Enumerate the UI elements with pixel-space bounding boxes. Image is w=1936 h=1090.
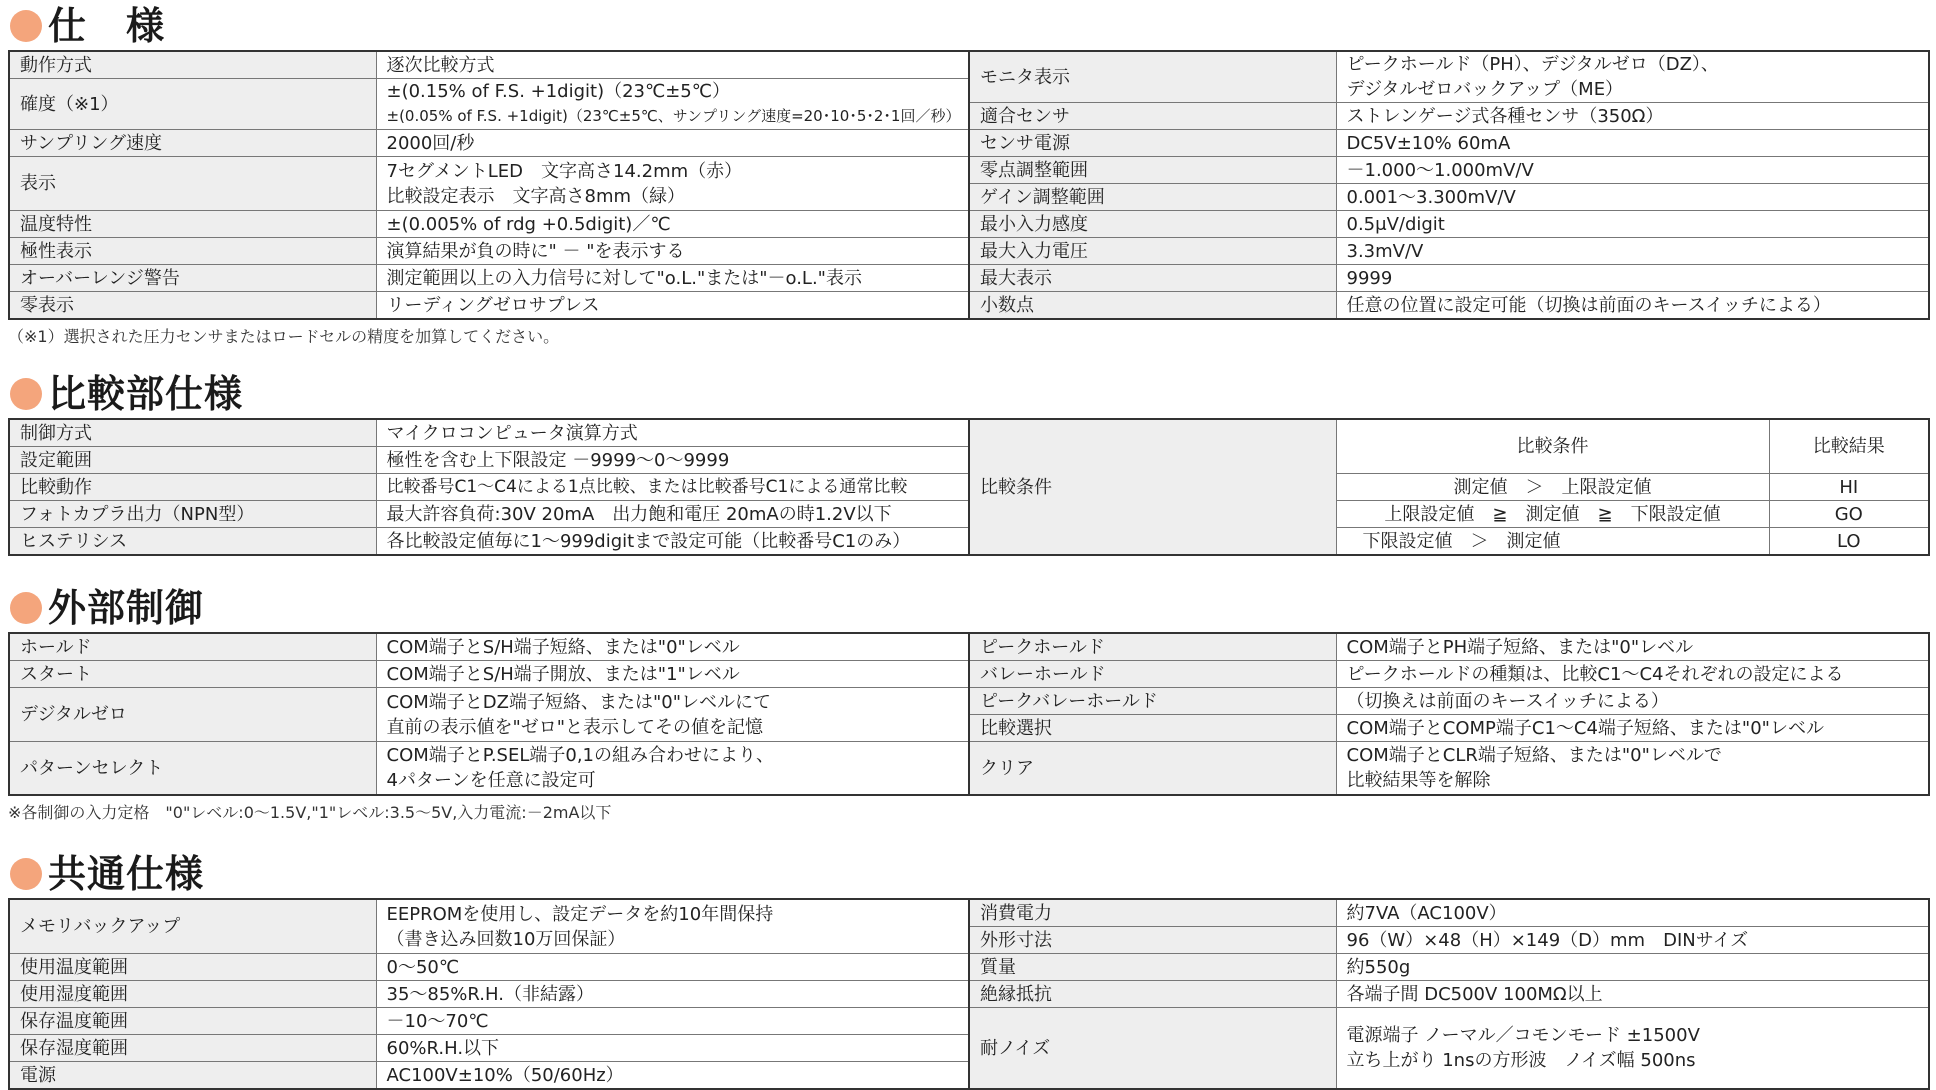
spec-value: COM端子とP.SEL端子0,1の組み合わせにより、 4パターンを任意に設定可 — [376, 742, 969, 796]
table-row — [9, 954, 1929, 981]
spec-label: 小数点 — [969, 292, 1336, 320]
spec-value: 9999 — [1336, 265, 1929, 292]
spec-value: 35～85%R.H.（非結露） — [376, 981, 969, 1008]
spec-label: 保存湿度範囲 — [9, 1035, 376, 1062]
spec-label: 温度特性 — [9, 211, 376, 238]
spec-value: マイクロコンピュータ演算方式 — [376, 419, 969, 447]
spec-label: デジタルゼロ — [9, 688, 376, 742]
section-heading — [8, 370, 1928, 418]
condition-cell: 下限設定値 ＞ 測定値 — [1336, 528, 1769, 556]
spec-value: リーディングゼロサプレス — [376, 292, 969, 320]
spec-value: －1.000～1.000mV/V — [1336, 157, 1929, 184]
spec-label: モニタ表示 — [969, 51, 1336, 103]
spec-value: 最大許容負荷:30V 20mA 出力飽和電圧 20mAの時1.2V以下 — [376, 501, 969, 528]
section-title: 外部制御 — [48, 586, 205, 630]
condition-header: 比較条件 — [1336, 419, 1769, 474]
spec-label: 使用湿度範囲 — [9, 981, 376, 1008]
spec-value: DC5V±10% 60mA — [1336, 130, 1929, 157]
condition-cell: 上限設定値 ≧ 測定値 ≧ 下限設定値 — [1336, 501, 1769, 528]
table-row — [9, 419, 1929, 447]
bullet-dot-icon — [10, 858, 42, 890]
section-title: 仕 様 — [48, 4, 166, 48]
spec-label: バレーホールド — [969, 661, 1336, 688]
spec-label: サンプリング速度 — [9, 130, 376, 157]
section-title: 共通仕様 — [48, 852, 205, 896]
spec-label: 外形寸法 — [969, 927, 1336, 954]
spec-value: 比較番号C1～C4による1点比較、または比較番号C1による通常比較 — [376, 474, 969, 501]
result-header: 比較結果 — [1769, 419, 1929, 474]
section-common — [8, 850, 1928, 1090]
spec-label: 保存温度範囲 — [9, 1008, 376, 1035]
external-table — [8, 632, 1930, 796]
table-row — [9, 238, 1929, 265]
spec-value: COM端子とS/H端子開放、または"1"レベル — [376, 661, 969, 688]
spec-label: 極性表示 — [9, 238, 376, 265]
spec-value: 各比較設定値毎に1～999digitまで設定可能（比較番号C1のみ） — [376, 528, 969, 556]
spec-value: 演算結果が負の時に" － "を表示する — [376, 238, 969, 265]
spec-value: ±(0.005% of rdg +0.5digit)／℃ — [376, 211, 969, 238]
compare-table — [8, 418, 1930, 556]
spec-value: 約550g — [1336, 954, 1929, 981]
table-row — [9, 130, 1929, 157]
spec-value: 60%R.H.以下 — [376, 1035, 969, 1062]
spec-label: 絶縁抵抗 — [969, 981, 1336, 1008]
spec-label: クリア — [969, 742, 1336, 796]
spec-label: 消費電力 — [969, 899, 1336, 927]
table-row — [9, 157, 1929, 184]
bullet-dot-icon — [10, 592, 42, 624]
spec-value: 7セグメントLED 文字高さ14.2mm（赤） 比較設定表示 文字高さ8mm（緑） — [376, 157, 969, 211]
spec-value: －10～70℃ — [376, 1008, 969, 1035]
footnote: ※各制御の入力定格 "0"レベル:0～1.5V,"1"レベル:3.5～5V,入力電流:－2mA以下 — [8, 803, 612, 822]
spec-label: スタート — [9, 661, 376, 688]
spec-value: 逐次比較方式 — [376, 51, 969, 79]
spec-value: COM端子とPH端子短絡、または"0"レベル — [1336, 633, 1929, 661]
spec-label: 表示 — [9, 157, 376, 211]
table-row — [9, 211, 1929, 238]
spec-value: ピークホールド（PH）、デジタルゼロ（DZ）、 デジタルゼロバックアップ（ME） — [1336, 51, 1929, 103]
spec-value: COM端子とS/H端子短絡、または"0"レベル — [376, 633, 969, 661]
spec-value: AC100V±10%（50/60Hz） — [376, 1062, 969, 1090]
spec-value: 測定範囲以上の入力信号に対して"o.L."または"－o.L."表示 — [376, 265, 969, 292]
section-heading — [8, 2, 1928, 50]
section-heading — [8, 850, 1928, 898]
spec-label: ピークホールド — [969, 633, 1336, 661]
spec-value: ±(0.15% of F.S. +1digit)（23℃±5℃） ±(0.05% of F.S. +1digit)（23℃±5℃、サンプリング速度=20･10･5･2･1回／秒） — [376, 79, 969, 130]
table-row — [9, 265, 1929, 292]
spec-value: 3.3mV/V — [1336, 238, 1929, 265]
spec-value: ピークホールドの種類は、比較C1～C4それぞれの設定による — [1336, 661, 1929, 688]
spec-value: （切換えは前面のキースイッチによる） — [1336, 688, 1929, 715]
spec-label: メモリバックアップ — [9, 899, 376, 954]
spec-label: 最大入力電圧 — [969, 238, 1336, 265]
spec-label: 零表示 — [9, 292, 376, 320]
spec-label: 使用温度範囲 — [9, 954, 376, 981]
spec-value: 0～50℃ — [376, 954, 969, 981]
spec-table — [8, 50, 1930, 320]
spec-label: ヒステリシス — [9, 528, 376, 556]
spec-label: ホールド — [9, 633, 376, 661]
result-cell: HI — [1769, 474, 1929, 501]
spec-label: 最大表示 — [969, 265, 1336, 292]
table-row — [9, 899, 1929, 927]
table-row — [9, 633, 1929, 661]
spec-value: 電源端子 ノーマル／コモンモード ±1500V 立ち上がり 1nsの方形波 ノイズ幅 500ns — [1336, 1008, 1929, 1090]
spec-value: 約7VA（AC100V） — [1336, 899, 1929, 927]
spec-label: 比較選択 — [969, 715, 1336, 742]
spec-label: 制御方式 — [9, 419, 376, 447]
spec-value: EEPROMを使用し、設定データを約10年間保持 （書き込み回数10万回保証） — [376, 899, 969, 954]
spec-label: センサ電源 — [969, 130, 1336, 157]
section-compare — [8, 370, 1928, 556]
spec-value: 96（W）×48（H）×149（D）mm DINサイズ — [1336, 927, 1929, 954]
table-row — [9, 981, 1929, 1008]
result-cell: LO — [1769, 528, 1929, 556]
common-table — [8, 898, 1930, 1090]
table-row — [9, 292, 1929, 320]
spec-label: 質量 — [969, 954, 1336, 981]
spec-label: ゲイン調整範囲 — [969, 184, 1336, 211]
spec-value: 任意の位置に設定可能（切換は前面のキースイッチによる） — [1336, 292, 1929, 320]
table-row — [9, 661, 1929, 688]
spec-value: COM端子とCOMP端子C1～C4端子短絡、または"0"レベル — [1336, 715, 1929, 742]
spec-label: ピークバレーホールド — [969, 688, 1336, 715]
spec-label: 比較動作 — [9, 474, 376, 501]
spec-value: 極性を含む上下限設定 －9999～0～9999 — [376, 447, 969, 474]
spec-value: ストレンゲージ式各種センサ（350Ω） — [1336, 103, 1929, 130]
spec-label: 最小入力感度 — [969, 211, 1336, 238]
spec-label: 適合センサ — [969, 103, 1336, 130]
result-cell: GO — [1769, 501, 1929, 528]
spec-value: COM端子とDZ端子短絡、または"0"レベルにて 直前の表示値を"ゼロ"と表示してその値を記憶 — [376, 688, 969, 742]
spec-label: フォトカプラ出力（NPN型） — [9, 501, 376, 528]
bullet-dot-icon — [10, 10, 42, 42]
spec-label: 確度（※1） — [9, 79, 376, 130]
spec-value: 2000回/秒 — [376, 130, 969, 157]
spec-value: COM端子とCLR端子短絡、または"0"レベルで 比較結果等を解除 — [1336, 742, 1929, 796]
spec-value: 0.5μV/digit — [1336, 211, 1929, 238]
section-spec — [8, 2, 1928, 347]
spec-label: オーバーレンジ警告 — [9, 265, 376, 292]
spec-label: 電源 — [9, 1062, 376, 1090]
section-heading — [8, 584, 1928, 632]
spec-value: 0.001～3.300mV/V — [1336, 184, 1929, 211]
table-row — [9, 742, 1929, 796]
compare-condition-label: 比較条件 — [969, 419, 1336, 555]
spec-label: 零点調整範囲 — [969, 157, 1336, 184]
section-title: 比較部仕様 — [48, 372, 244, 416]
spec-label: パターンセレクト — [9, 742, 376, 796]
spec-label: 動作方式 — [9, 51, 376, 79]
bullet-dot-icon — [10, 378, 42, 410]
spec-label: 設定範囲 — [9, 447, 376, 474]
section-external — [8, 584, 1928, 823]
table-row — [9, 51, 1929, 79]
condition-cell: 測定値 ＞ 上限設定値 — [1336, 474, 1769, 501]
spec-value: 各端子間 DC500V 100MΩ以上 — [1336, 981, 1929, 1008]
spec-label: 耐ノイズ — [969, 1008, 1336, 1090]
table-row — [9, 1008, 1929, 1035]
footnote: （※1）選択された圧力センサまたはロードセルの精度を加算してください。 — [8, 327, 560, 346]
table-row — [9, 688, 1929, 715]
